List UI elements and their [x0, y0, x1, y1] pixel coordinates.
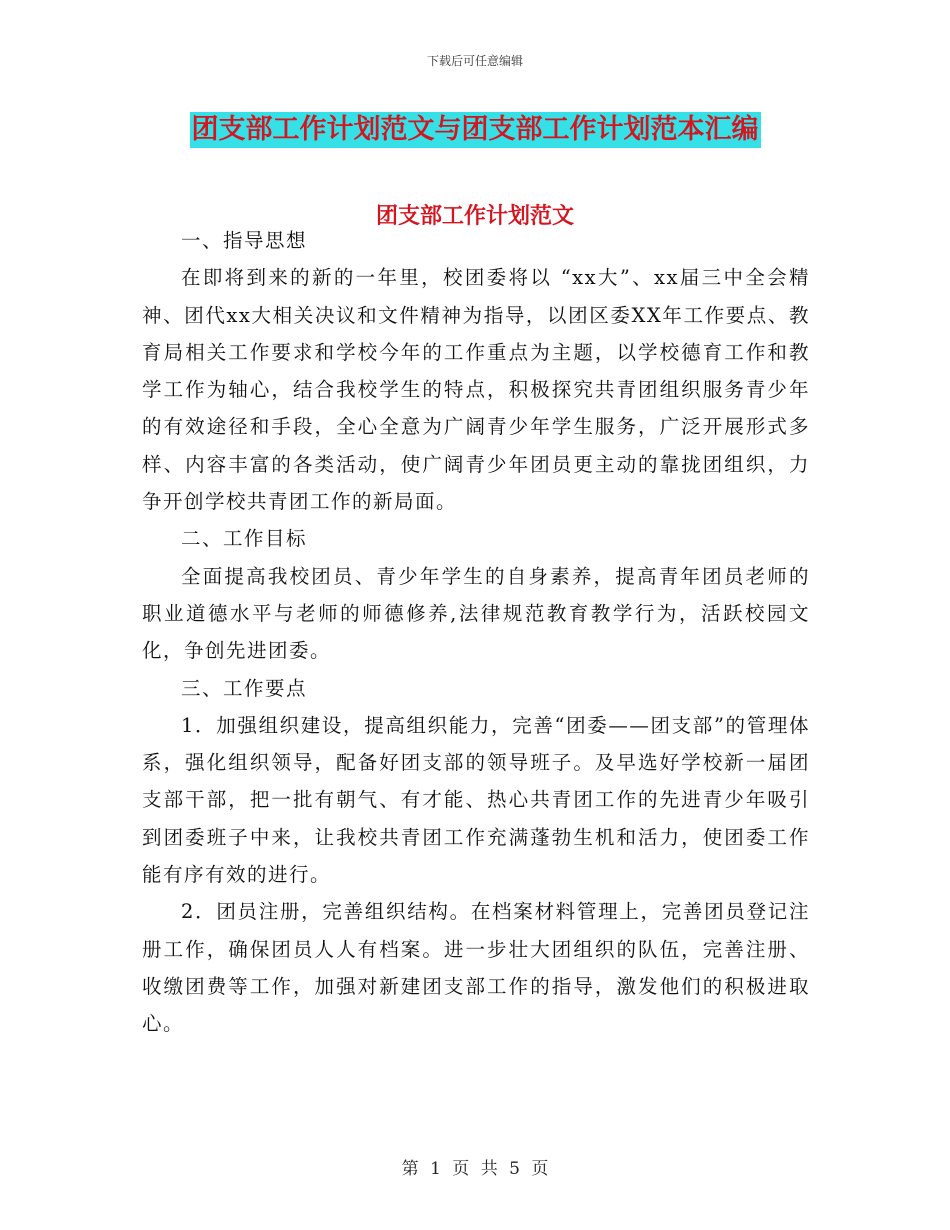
section-heading-guiding-ideology: 一、指导思想	[181, 229, 308, 252]
paragraph-guiding-ideology: 在即将到来的新的一年里，校团委将以 “xx大”、xx届三中全会精神、团代xx大相关决议和文件精神为指导，以团区委XX年工作要点、教育局相关工作要求和学校今年的工作重点为主题，以学校德育工作和教学工作为轴心，结合我校学生的特点，积极探究共青团组织服务青少年的有效途径和手段，全心全意为广阔青少年学生服务，广泛开展形式多样、内容丰富的各类活动，使广阔青少年团员更主动的靠拢团组织，力争开创学校共青团工作的新局面。	[142, 266, 810, 514]
section-heading-work-goals: 二、工作目标	[181, 527, 308, 551]
page-footer: 第 1 页 共 5 页	[401, 1159, 549, 1179]
main-title-wrapper	[0, 112, 950, 148]
paragraph-point-2: 2．团员注册，完善组织结构。在档案材料管理上，完善团员登记注册工作，确保团员人人有档案。进一步壮大团组织的队伍，完善注册、收缴团费等工作，加强对新建团支部工作的指导，激发他们的积极进取心。	[142, 900, 810, 1036]
paragraph-work-goals: 全面提高我校团员、青少年学生的自身素养，提高青年团员老师的职业道德水平与老师的师德修养,法律规范教育教学行为，活跃校园文化，争创先进团委。	[142, 564, 810, 663]
main-title: 团支部工作计划范文与团支部工作计划范本汇编	[190, 112, 761, 148]
body-text	[142, 222, 810, 1043]
header-note: 下载后可任意编辑	[426, 54, 523, 68]
sub-title: 团支部工作计划范文	[375, 203, 574, 229]
section-heading-work-points: 三、工作要点	[181, 676, 308, 700]
paragraph-point-1: 1．加强组织建设，提高组织能力，完善“团委——团支部”的管理体系，强化组织领导，配备好团支部的领导班子。及早选好学校新一届团支部干部，把一批有朝气、有才能、热心共青团工作的先进青少年吸引到团委班子中来，让我校共青团工作充满蓬勃生机和活力，使团委工作能有序有效的进行。	[142, 713, 810, 887]
